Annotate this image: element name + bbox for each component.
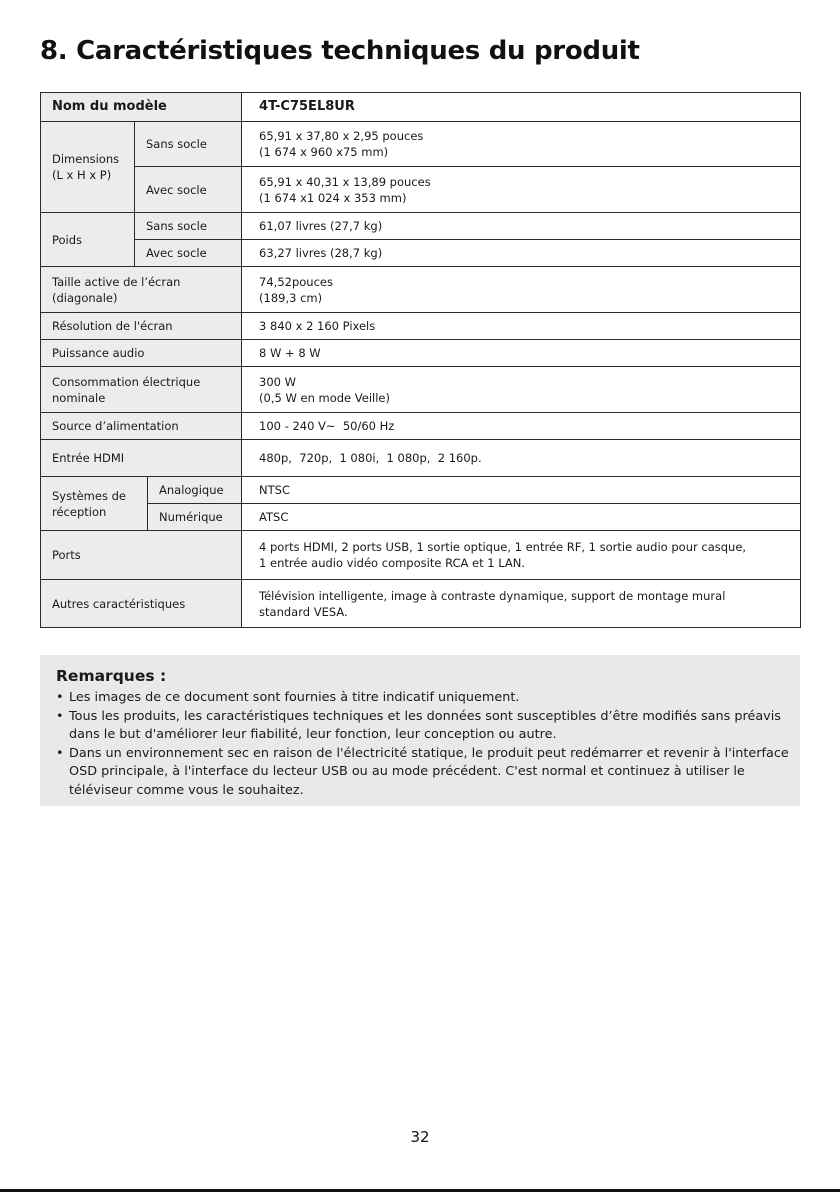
note-text: Tous les produits, les caractéristiques techniques et les données sont susceptibles d’être modifiés sans préavis dans le but d'améliorer leur fiabilité, leur fonction, leur conception ou autre. [69,708,781,742]
other-features-value: Télévision intelligente, image à contraste dynamique, support de montage mural standard VESA. [242,580,801,628]
model-name-label: Nom du modèle [41,93,242,122]
power-consumption-label: Consommation électrique nominale [41,367,242,413]
bullet: • [56,690,64,705]
note-text: Les images de ce document sont fournies à titre indicatif uniquement. [69,690,520,705]
weight-no-stand-label: Sans socle [135,213,242,240]
spec-row-reception-analog [41,477,801,504]
spec-row-screen-size [41,267,801,313]
reception-analog-value: NTSC [242,477,801,504]
notes-list [56,689,790,800]
resolution-label: Résolution de l'écran [41,313,242,340]
weight-label: Poids [41,213,135,267]
power-consumption-value: 300 W (0,5 W en mode Veille) [242,367,801,413]
spec-row-power-consumption [41,367,801,413]
reception-label: Systèmes de réception [41,477,148,531]
power-source-label: Source d’alimentation [41,413,242,440]
audio-power-value: 8 W + 8 W [242,340,801,367]
screen-size-value: 74,52pouces (189,3 cm) [242,267,801,313]
ports-value: 4 ports HDMI, 2 ports USB, 1 sortie optique, 1 entrée RF, 1 sortie audio pour casque, 1 entrée audio vidéo composite RCA et 1 LAN. [242,531,801,580]
spec-row-weight-with-stand [41,240,801,267]
list-item [56,689,790,708]
spec-table [40,92,801,628]
bullet: • [56,745,64,761]
audio-power-label: Puissance audio [41,340,242,367]
spec-row-dimensions-with-stand [41,167,801,213]
weight-with-stand-value: 63,27 livres (28,7 kg) [242,240,801,267]
reception-digital-label: Numérique [148,504,242,531]
reception-analog-label: Analogique [148,477,242,504]
resolution-value: 3 840 x 2 160 Pixels [242,313,801,340]
reception-digital-value: ATSC [242,504,801,531]
spec-row-resolution [41,313,801,340]
model-name-value: 4T-C75EL8UR [242,93,801,122]
notes-title: Remarques : [56,667,167,685]
spec-row-power-source [41,413,801,440]
spec-row-other-features [41,580,801,628]
ports-label: Ports [41,531,242,580]
spec-row-audio-power [41,340,801,367]
page-number: 32 [410,1128,430,1146]
hdmi-input-value: 480p, 720p, 1 080i, 1 080p, 2 160p. [242,440,801,477]
power-source-value: 100 - 240 V~ 50/60 Hz [242,413,801,440]
spec-header-row [41,93,801,122]
dimensions-with-stand-label: Avec socle [135,167,242,213]
weight-with-stand-label: Avec socle [135,240,242,267]
page-title: 8. Caractéristiques techniques du produit [40,36,640,66]
bullet: • [56,708,64,724]
spec-row-ports [41,531,801,580]
dimensions-no-stand-value: 65,91 x 37,80 x 2,95 pouces (1 674 x 960 x75 mm) [242,122,801,167]
weight-no-stand-value: 61,07 livres (27,7 kg) [242,213,801,240]
dimensions-label: Dimensions (L x H x P) [41,122,135,213]
spec-row-reception-digital [41,504,801,531]
other-features-label: Autres caractéristiques [41,580,242,628]
spec-row-weight-no-stand [41,213,801,240]
spec-row-dimensions-no-stand [41,122,801,167]
hdmi-input-label: Entrée HDMI [41,440,242,477]
dimensions-no-stand-label: Sans socle [135,122,242,167]
notes-box [40,655,800,806]
list-item [56,708,790,745]
screen-size-label: Taille active de l’écran (diagonale) [41,267,242,313]
list-item [56,745,790,801]
dimensions-with-stand-value: 65,91 x 40,31 x 13,89 pouces (1 674 x1 024 x 353 mm) [242,167,801,213]
spec-row-hdmi-input [41,440,801,477]
note-text: Dans un environnement sec en raison de l'électricité statique, le produit peut redémarrer et revenir à l'interface OSD principale, à l'interface du lecteur USB ou au mode précédent. C'est normal et continuez à utiliser le téléviseur comme vous le souhaitez. [69,745,789,798]
